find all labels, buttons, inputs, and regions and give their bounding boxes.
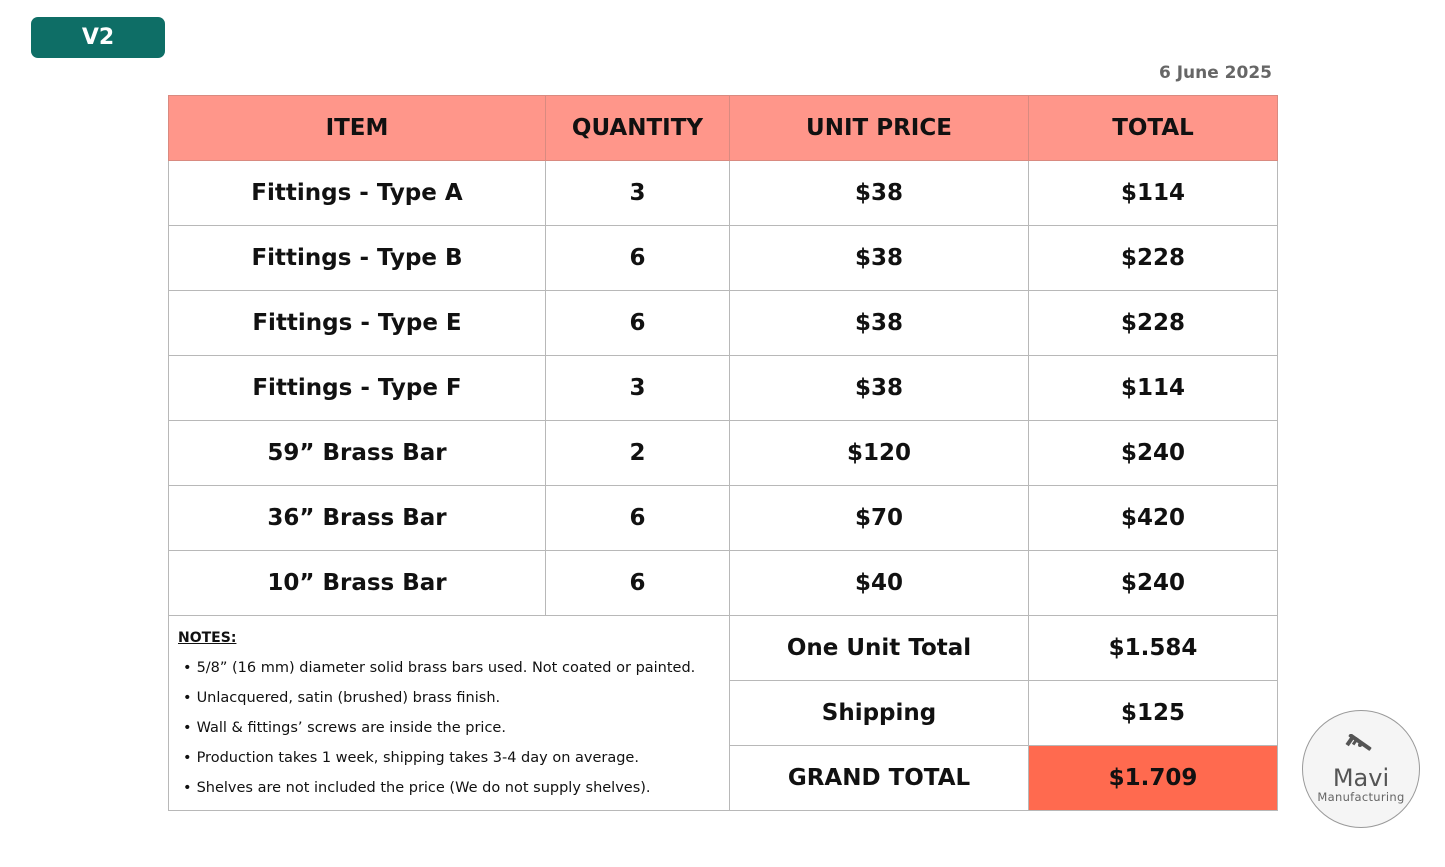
total-cell: $420 — [1029, 486, 1278, 551]
header-total: TOTAL — [1029, 96, 1278, 161]
table-row — [169, 486, 1278, 551]
table-row — [169, 161, 1278, 226]
note-item: • Wall & fittings’ screws are inside the price. — [183, 713, 729, 743]
unit-price-cell: $38 — [730, 291, 1029, 356]
logo-name: Mavi — [1332, 764, 1390, 792]
note-item: • Unlacquered, satin (brushed) brass finish. — [183, 683, 729, 713]
item-cell: 59” Brass Bar — [169, 421, 546, 486]
header-quantity: QUANTITY — [546, 96, 730, 161]
notes-cell — [169, 616, 730, 811]
company-logo — [1302, 710, 1420, 828]
caliper-icon — [1343, 734, 1379, 764]
table-row — [169, 356, 1278, 421]
note-item: • 5/8” (16 mm) diameter solid brass bars used. Not coated or painted. — [183, 653, 729, 683]
header-unit-price: UNIT PRICE — [730, 96, 1029, 161]
quantity-cell: 6 — [546, 486, 730, 551]
grand-total-label: GRAND TOTAL — [730, 746, 1029, 811]
item-cell: 10” Brass Bar — [169, 551, 546, 616]
table-row — [169, 421, 1278, 486]
quantity-cell: 6 — [546, 551, 730, 616]
total-cell: $240 — [1029, 551, 1278, 616]
total-cell: $114 — [1029, 356, 1278, 421]
document-date: 6 June 2025 — [1158, 63, 1272, 83]
unit-price-cell: $38 — [730, 226, 1029, 291]
unit-price-cell: $120 — [730, 421, 1029, 486]
unit-price-cell: $40 — [730, 551, 1029, 616]
total-cell: $240 — [1029, 421, 1278, 486]
table-row — [169, 551, 1278, 616]
total-cell: $114 — [1029, 161, 1278, 226]
item-cell: Fittings - Type A — [169, 161, 546, 226]
unit-price-cell: $70 — [730, 486, 1029, 551]
grand-total-value: $1.709 — [1029, 746, 1278, 811]
quantity-cell: 2 — [546, 421, 730, 486]
header-row — [169, 96, 1278, 161]
shipping-value: $125 — [1029, 681, 1278, 746]
shipping-label: Shipping — [730, 681, 1029, 746]
unit-price-cell: $38 — [730, 161, 1029, 226]
summary-row-unit-total — [169, 616, 1278, 681]
unit-price-cell: $38 — [730, 356, 1029, 421]
table-row — [169, 226, 1278, 291]
header-item: ITEM — [169, 96, 546, 161]
total-cell: $228 — [1029, 226, 1278, 291]
quantity-cell: 6 — [546, 226, 730, 291]
notes-title: NOTES: — [178, 630, 237, 646]
quantity-cell: 3 — [546, 356, 730, 421]
unit-total-label: One Unit Total — [730, 616, 1029, 681]
table-row — [169, 291, 1278, 356]
note-item: • Shelves are not included the price (We do not supply shelves). — [183, 773, 729, 803]
total-cell: $228 — [1029, 291, 1278, 356]
version-badge: V2 — [31, 17, 165, 58]
item-cell: Fittings - Type B — [169, 226, 546, 291]
unit-total-value: $1.584 — [1029, 616, 1278, 681]
item-cell: Fittings - Type E — [169, 291, 546, 356]
logo-subtitle: Manufacturing — [1317, 790, 1405, 804]
item-cell: 36” Brass Bar — [169, 486, 546, 551]
item-cell: Fittings - Type F — [169, 356, 546, 421]
notes-list — [169, 653, 729, 803]
quote-table — [168, 95, 1278, 811]
quantity-cell: 3 — [546, 161, 730, 226]
note-item: • Production takes 1 week, shipping takes 3-4 day on average. — [183, 743, 729, 773]
quantity-cell: 6 — [546, 291, 730, 356]
